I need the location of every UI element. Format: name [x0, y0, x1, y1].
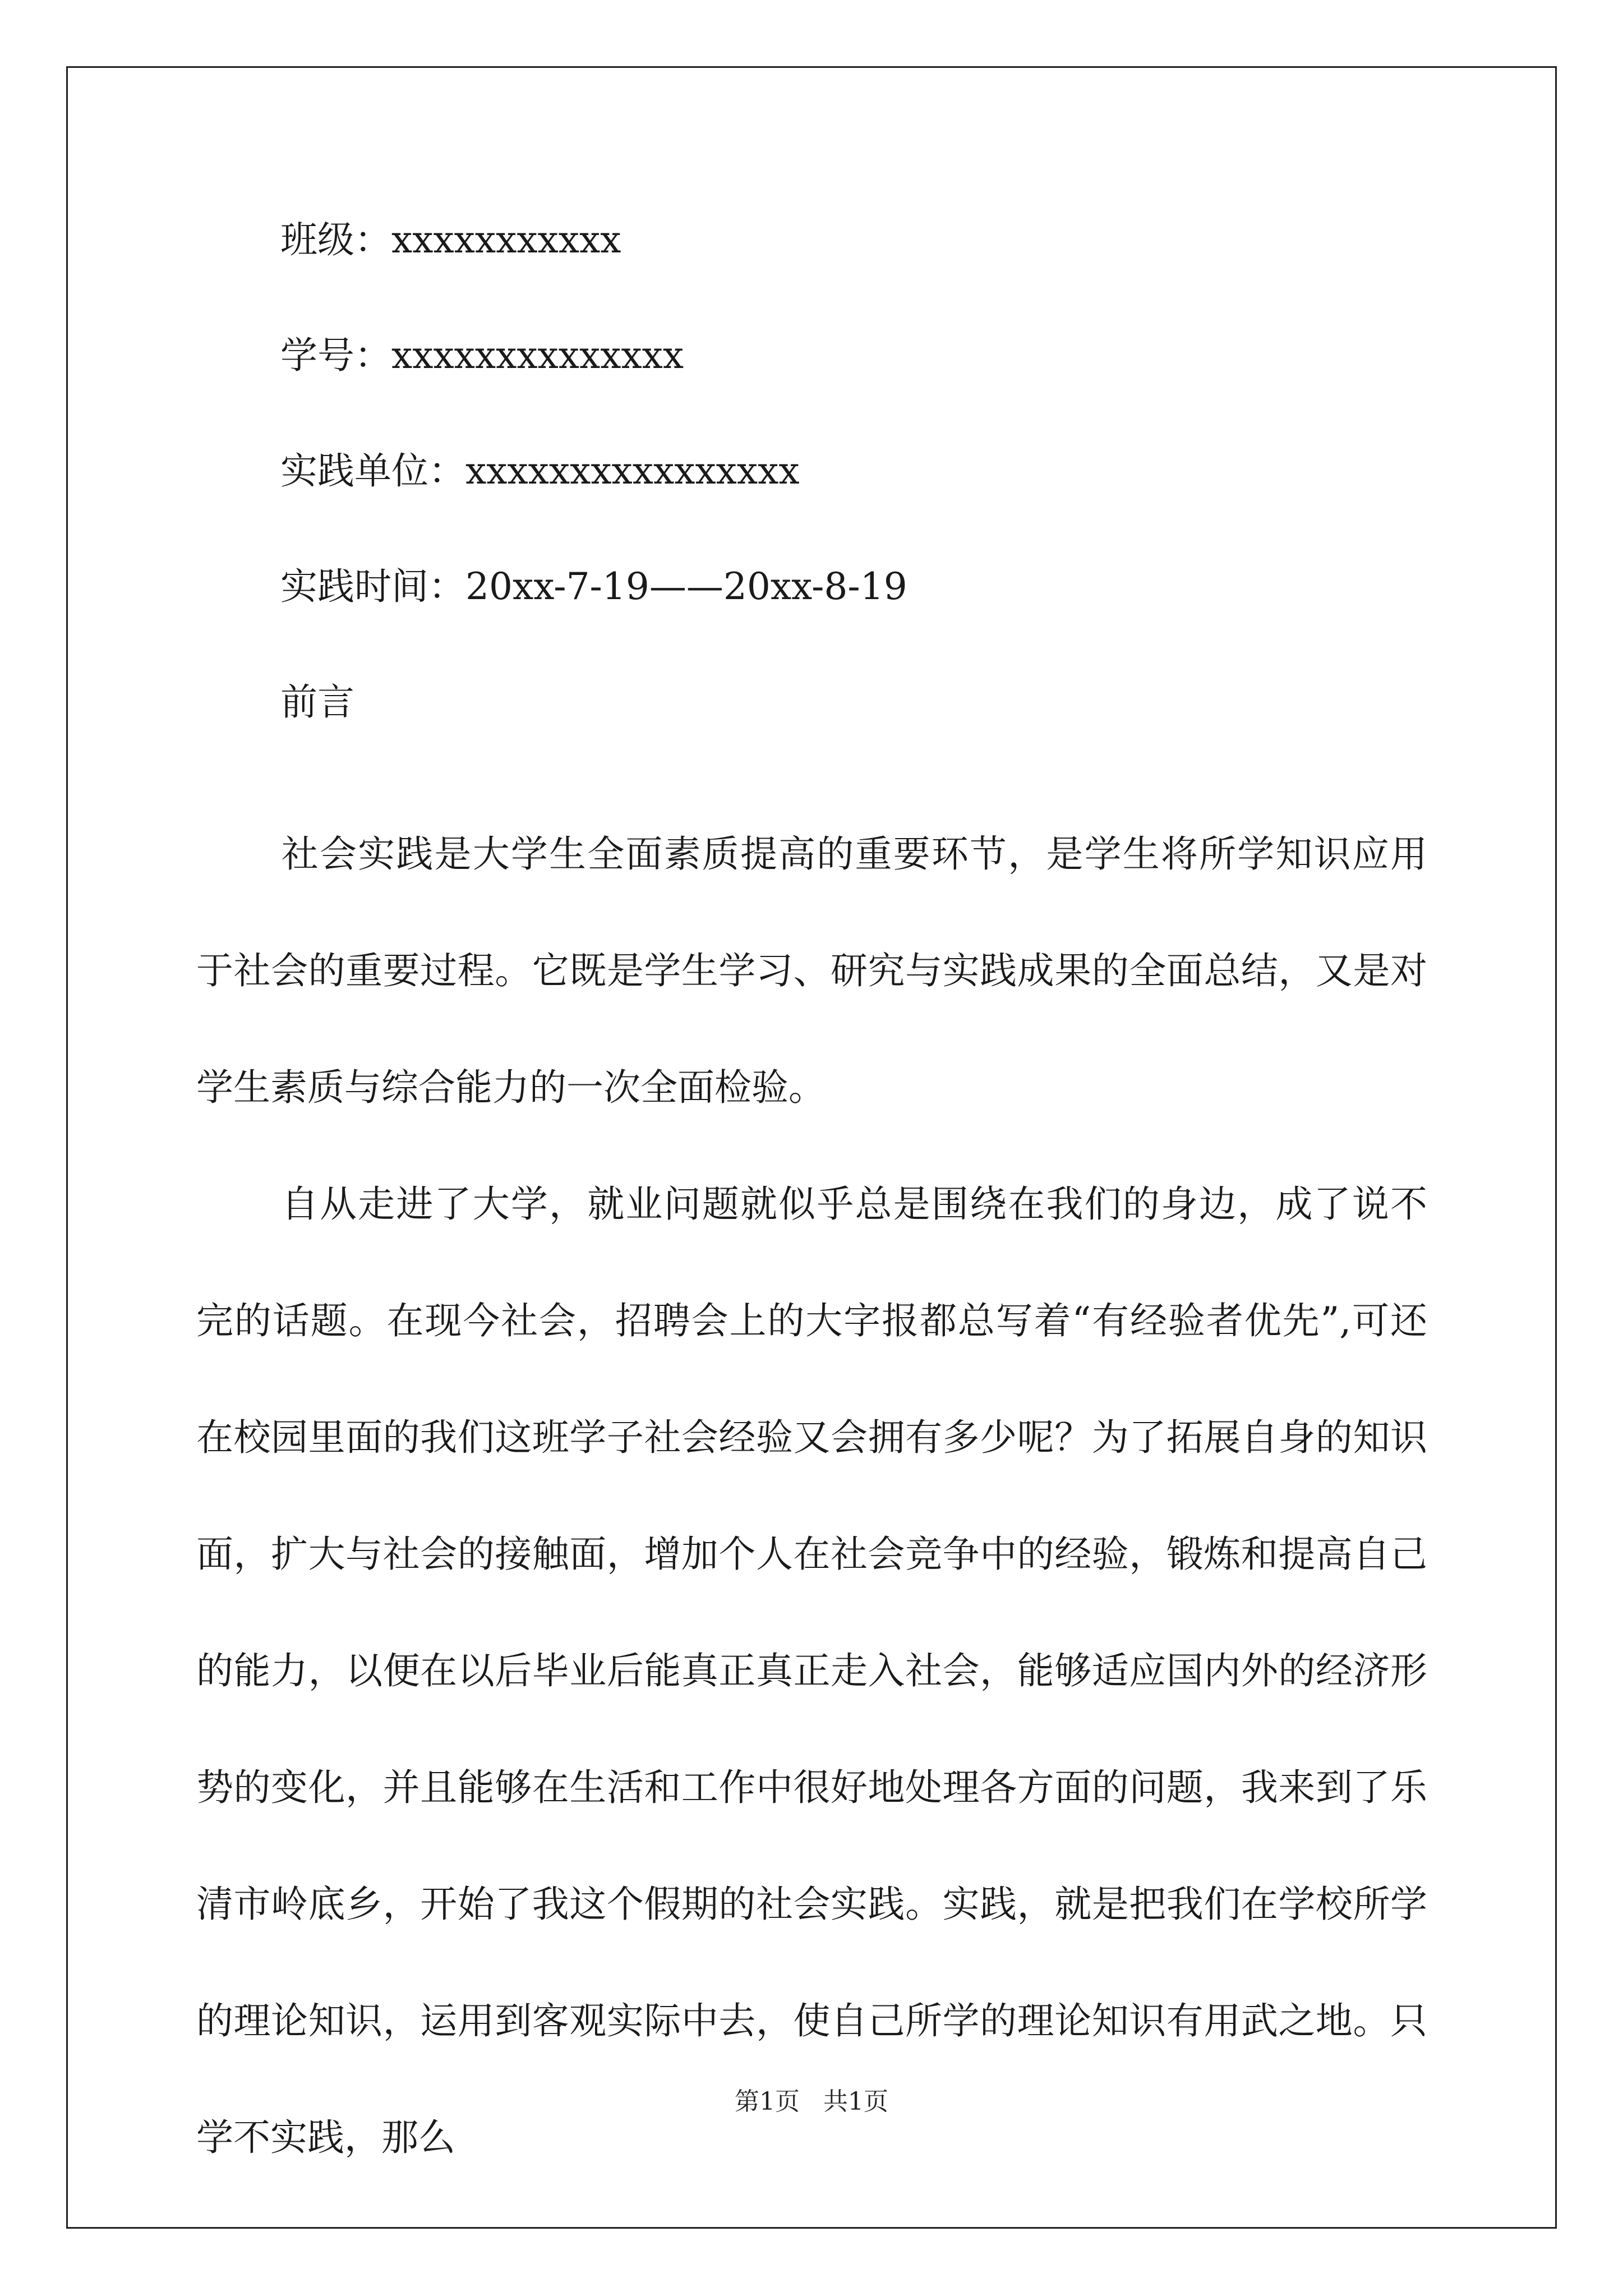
class-label: 班级： — [280, 218, 391, 261]
practice-time-field — [196, 565, 1427, 684]
practice-unit-field — [196, 449, 1427, 568]
section-heading: 前言 — [280, 680, 354, 724]
practice-unit-label: 实践单位： — [280, 449, 465, 493]
paragraph: 社会实践是大学生全面素质提高的重要环节，是学生将所学知识应用于社会的重要过程。它既是学生学习、研究与实践成果的全面总结，又是对学生素质与综合能力的一次全面检验。 — [196, 832, 1427, 1109]
paragraph: 自从走进了大学，就业问题就似乎总是围绕在我们的身边，成了说不完的话题。在现今社会，招聘会上的大字报都总写着“有经验者优先”,可还在校园里面的我们这班学子社会经验又会拥有多少呢？为了拓展自身的知识面，扩大与社会的接触面，增加个人在社会竞争中的经验，锻炼和提高自己的能力，以便在以后毕业后能真正真正走入社会，能够适应国内外的经济形势的变化，并且能够在生活和工作中很好地处理各方面的问题，我来到了乐清市岭底乡，开始了我这个假期的社会实践。实践，就是把我们在学校所学的理论知识，运用到客观实际中去，使自己所学的理论知识有用武之地。只学不实践，那么 — [196, 1182, 1427, 2159]
student-id-field — [196, 334, 1427, 453]
student-id-value: xxxxxxxxxxxxxx — [391, 334, 684, 377]
document-body — [196, 218, 1427, 2196]
class-field — [196, 218, 1427, 337]
practice-time-value: 20xx-7-19——20xx-8-19 — [465, 565, 907, 608]
practice-time-label: 实践时间： — [280, 565, 465, 608]
practice-unit-value: xxxxxxxxxxxxxxxx — [465, 449, 800, 493]
page-footer: 第1页 共1页 — [735, 2087, 888, 2116]
class-value: xxxxxxxxxxx — [391, 218, 621, 261]
student-id-label: 学号： — [280, 334, 391, 377]
